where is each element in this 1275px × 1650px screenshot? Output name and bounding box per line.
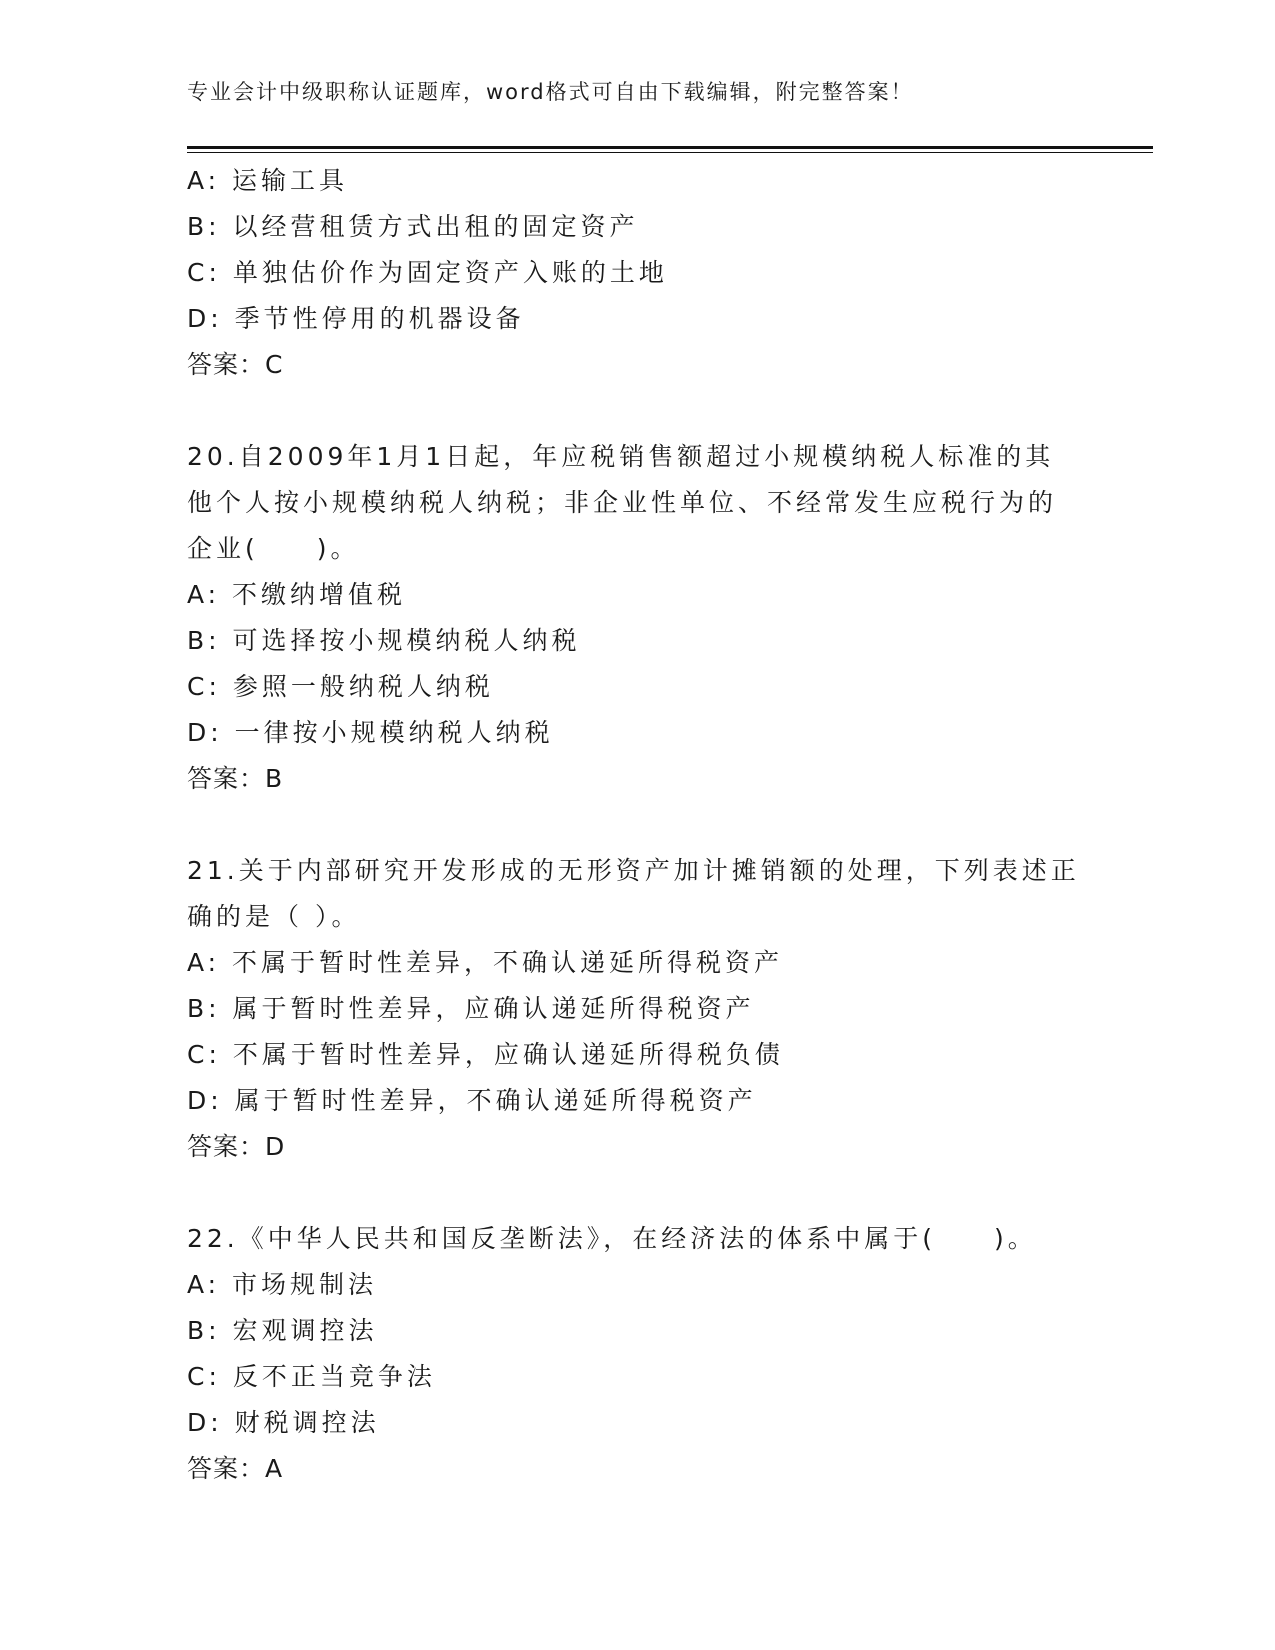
question-stem-line: 20.自2009年1月1日起，年应税销售额超过小规模纳税人标准的其 — [187, 442, 1055, 471]
option-d: D: 属于暂时性差异，不确认递延所得税资产 — [187, 1086, 757, 1115]
question-content — [187, 158, 1087, 1492]
answer: 答案：A — [187, 1454, 284, 1483]
option-b: B: 属于暂时性差异，应确认递延所得税资产 — [187, 994, 755, 1023]
option-d: D: 季节性停用的机器设备 — [187, 304, 525, 333]
option-c: C: 反不正当竞争法 — [187, 1362, 436, 1391]
spacer — [187, 388, 1087, 434]
question-stem-line: 企业( )。 — [187, 534, 360, 563]
page-header: 专业会计中级职称认证题库，word格式可自由下载编辑，附完整答案！ — [187, 80, 914, 104]
option-b: B: 以经营租赁方式出租的固定资产 — [187, 212, 639, 241]
option-a: A: 市场规制法 — [187, 1270, 378, 1299]
question-stem-line: 确的是（ ）。 — [187, 902, 361, 931]
option-d: D: 财税调控法 — [187, 1408, 380, 1437]
question-21 — [187, 848, 1087, 1170]
option-a: A: 不属于暂时性差异，不确认递延所得税资产 — [187, 948, 784, 977]
answer: 答案：D — [187, 1132, 286, 1161]
option-a: A: 不缴纳增值税 — [187, 580, 407, 609]
option-c: C: 单独估价作为固定资产入账的土地 — [187, 258, 668, 287]
question-20 — [187, 434, 1087, 802]
spacer — [187, 802, 1087, 848]
question-stem-line: 21.关于内部研究开发形成的无形资产加计摊销额的处理，下列表述正 — [187, 856, 1080, 885]
option-a: A: 运输工具 — [187, 166, 349, 195]
option-b: B: 宏观调控法 — [187, 1316, 378, 1345]
answer: 答案：B — [187, 764, 284, 793]
question-stem-line: 22.《中华人民共和国反垄断法》，在经济法的体系中属于( )。 — [187, 1224, 1037, 1253]
option-b: B: 可选择按小规模纳税人纳税 — [187, 626, 581, 655]
option-c: C: 不属于暂时性差异，应确认递延所得税负债 — [187, 1040, 784, 1069]
question-stem-line: 他个人按小规模纳税人纳税；非企业性单位、不经常发生应税行为的 — [187, 488, 1058, 517]
answer: 答案：C — [187, 350, 284, 379]
option-d: D: 一律按小规模纳税人纳税 — [187, 718, 554, 747]
spacer — [187, 1170, 1087, 1216]
question-19-options — [187, 158, 1087, 388]
header-rule-thick — [187, 146, 1153, 149]
question-22 — [187, 1216, 1087, 1492]
option-c: C: 参照一般纳税人纳税 — [187, 672, 494, 701]
header-rule-thin — [187, 152, 1153, 153]
